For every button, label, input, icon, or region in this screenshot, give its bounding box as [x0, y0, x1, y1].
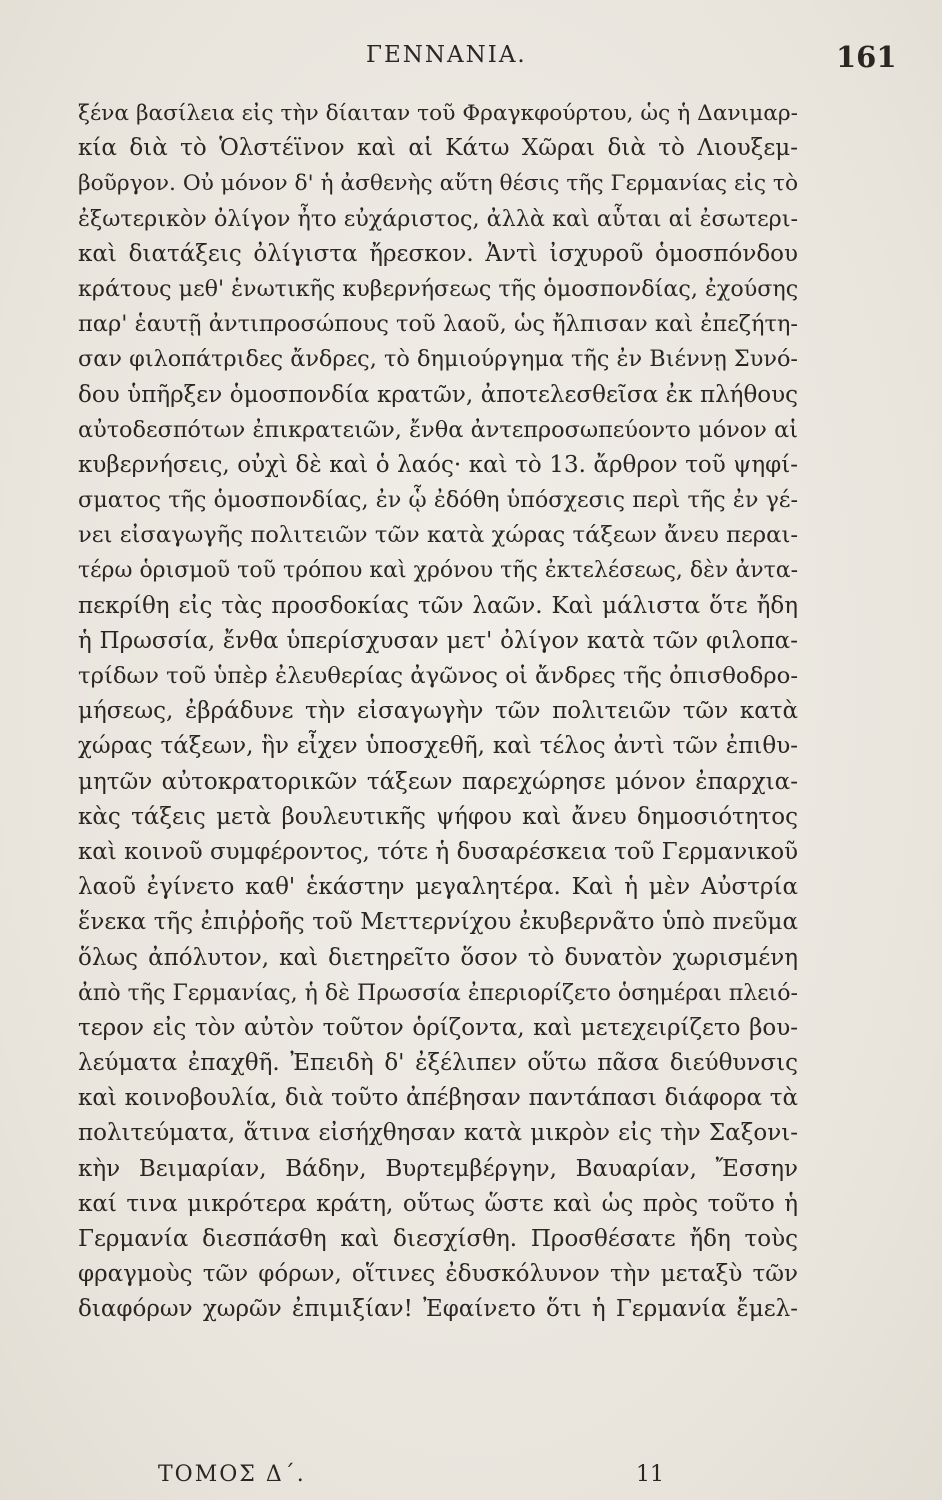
text-line: κὰς τάξεις μετὰ βουλευτικῆς ψήφου καὶ ἄνευ δημοσιότητος [78, 803, 798, 830]
running-title: ΓΕΝΝΑΝΙΑ. [366, 42, 527, 68]
text-line: παρ' ἑαυτῇ ἀντιπροσώπους τοῦ λαοῦ, ὡς ἤλπισαν καὶ ἐπεζήτη- [78, 311, 798, 338]
text-line: ἐξωτερικὸν ὀλίγον ἦτο εὐχάριστος, ἀλλὰ καὶ αὗται αἱ ἐσωτερι- [78, 205, 798, 232]
text-line: δου ὑπῆρξεν ὁμοσπονδία κρατῶν, ἀποτελεσθεῖσα ἐκ πλήθους [78, 381, 798, 408]
text-line: μήσεως, ἐβράδυνε τὴν εἰσαγωγὴν τῶν πολιτειῶν τῶν κατὰ [78, 698, 798, 725]
page-footer [0, 1462, 942, 1492]
text-line: πεκρίθη εἰς τὰς προσδοκίας τῶν λαῶν. Καὶ μάλιστα ὅτε ἤδη [78, 592, 798, 619]
text-line: κία διὰ τὸ Ὁλστέϊνον καὶ αἱ Κάτω Χῶραι διὰ τὸ Λιουξεμ- [78, 135, 798, 162]
text-line: σματος τῆς ὁμοσπονδίας, ἐν ᾧ ἐδόθη ὑπόσχεσις περὶ τῆς ἐν γέ- [78, 487, 798, 514]
text-line: ὅλως ἀπόλυτον, καὶ διετηρεῖτο ὅσον τὸ δυνατὸν χωρισμένη [78, 944, 798, 971]
text-line: τερον εἰς τὸν αὐτὸν τοῦτον ὁρίζοντα, καὶ μετεχειρίζετο βου- [78, 1014, 798, 1041]
text-line: λεύματα ἐπαχθῆ. Ἐπειδὴ δ' ἐξέλιπεν οὕτω πᾶσα διεύθυνσις [78, 1050, 798, 1077]
text-line: πολιτεύματα, ἅτινα εἰσήχθησαν κατὰ μικρὸν εἰς τὴν Σαξονι- [78, 1120, 798, 1147]
text-line: νει εἰσαγωγῆς πολιτειῶν τῶν κατὰ χώρας τάξεων ἄνευ περαι- [78, 522, 798, 549]
text-line: καὶ κοινοβουλία, διὰ τοῦτο ἀπέβησαν παντάπασι διάφορα τὰ [78, 1085, 798, 1112]
text-line: χώρας τάξεων, ἣν εἶχεν ὑποσχεθῆ, καὶ τέλος ἀντὶ τῶν ἐπιθυ- [78, 733, 798, 760]
text-line: καί τινα μικρότερα κράτη, οὕτως ὥστε καὶ ὡς πρὸς τοῦτο ἡ [78, 1190, 798, 1217]
text-line: ἡ Πρωσσία, ἔνθα ὑπερίσχυσαν μετ' ὀλίγον κατὰ τῶν φιλοπα- [78, 627, 798, 654]
text-line: μητῶν αὐτοκρατορικῶν τάξεων παρεχώρησε μόνον ἐπαρχια- [78, 768, 798, 795]
running-head [0, 42, 942, 82]
text-line: κὴν Βειμαρίαν, Βάδην, Βυρτεμβέργην, Βαυαρίαν, Ἔσσην [78, 1155, 798, 1182]
text-line: αὐτοδεσπότων ἐπικρατειῶν, ἔνθα ἀντεπροσωπεύοντο μόνον αἱ [78, 416, 798, 443]
text-line: φραγμοὺς τῶν φόρων, οἵτινες ἐδυσκόλυνον τὴν μεταξὺ τῶν [78, 1261, 798, 1288]
page-number: 161 [836, 40, 897, 74]
volume-signature: ΤΟΜΟΣ Δ΄. [158, 1462, 306, 1487]
text-line: τρίδων τοῦ ὑπὲρ ἐλευθερίας ἀγῶνος οἱ ἄνδρες τῆς ὀπισθοδρο- [78, 663, 799, 689]
text-line: Γερμανία διεσπάσθη καὶ διεσχίσθη. Προσθέσατε ἤδη τοὺς [78, 1226, 798, 1252]
text-line: καὶ κοινοῦ συμφέροντος, τότε ἡ δυσαρέσκεια τοῦ Γερμανικοῦ [78, 838, 798, 865]
sheet-number: 11 [636, 1462, 664, 1487]
text-line: ἀπὸ τῆς Γερμανίας, ἡ δὲ Πρωσσία ἐπεριορίζετο ὁσημέραι πλειό- [78, 980, 798, 1006]
text-line: βοῦργον. Οὐ μόνον δ' ἡ ἀσθενὴς αὕτη θέσις τῆς Γερμανίας εἰς τὸ [78, 171, 799, 197]
text-line: ἕνεκα τῆς ἐπιῤῥοῆς τοῦ Μεττερνίχου ἐκυβερνᾶτο ὑπὸ πνεῦμα [78, 909, 798, 936]
body-text [78, 96, 798, 1328]
text-line: τέρω ὁρισμοῦ τοῦ τρόπου καὶ χρόνου τῆς ἐκτελέσεως, δὲν ἀντα- [78, 558, 798, 584]
text-line: καὶ διατάξεις ὀλίγιστα ἤρεσκον. Ἀντὶ ἰσχυροῦ ὁμοσπόνδου [78, 240, 798, 267]
text-line: κράτους μεθ' ἑνωτικῆς κυβερνήσεως τῆς ὁμοσπονδίας, ἐχούσης [78, 275, 799, 302]
text-line: σαν φιλοπάτριδες ἄνδρες, τὸ δημιούργημα τῆς ἐν Βιέννῃ Συνό- [78, 346, 798, 373]
text-line: κυβερνήσεις, οὐχὶ δὲ καὶ ὁ λαός· καὶ τὸ 13. ἄρθρον τοῦ ψηφί- [78, 451, 798, 478]
text-line: διαφόρων χωρῶν ἐπιμιξίαν! Ἐφαίνετο ὅτι ἡ Γερμανία ἔμελ- [78, 1296, 798, 1323]
text-line: ξένα βασίλεια εἰς τὴν δίαιταν τοῦ Φραγκφούρτου, ὡς ἡ Δανιμαρ- [78, 101, 798, 126]
text-line: λαοῦ ἐγίνετο καθ' ἑκάστην μεγαλητέρα. Καὶ ἡ μὲν Αὐστρία [78, 874, 798, 901]
